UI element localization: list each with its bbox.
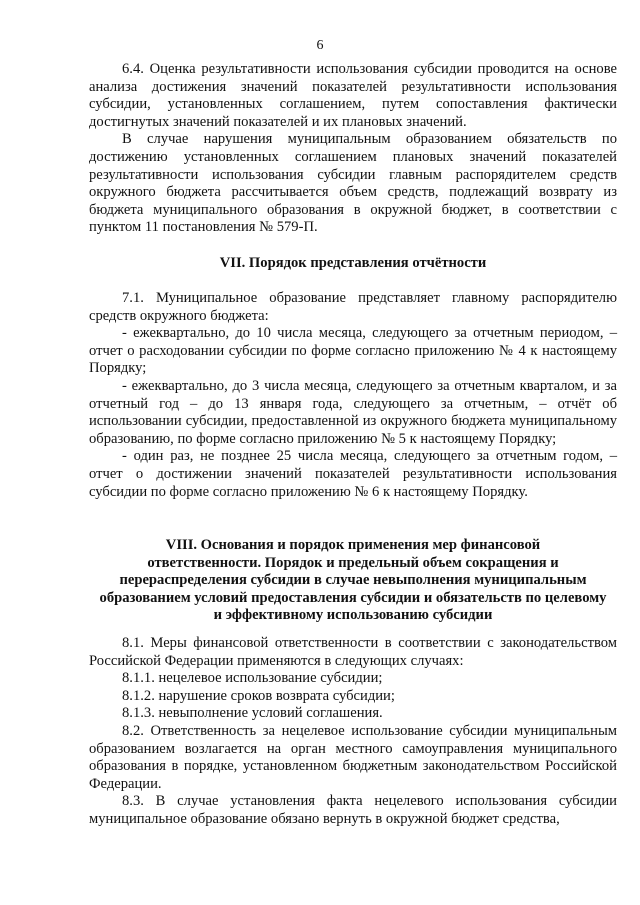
section-8-heading-line-1: VIII. Основания и порядок применения мер финансовой — [165, 537, 541, 553]
paragraph-8-1: 8.1. Меры финансовой ответственности в соответствии с законодательством Российской Федерации применяются в следующих случаях: — [89, 635, 617, 669]
report-item-3: - один раз, не позднее 25 числа месяца, следующего за отчетным годом, – отчет о достижении значений показателей результативности использования субсидии по форме согласно приложению № 6 к настоящему Порядку. — [89, 448, 617, 500]
paragraph-6-4-violation: В случае нарушения муниципальным образованием обязательств по достижению установленных соглашением плановых значений показателей результативности использования субсидии главным распорядителем средств окружного бюджета рассчитывается объем средств, подлежащий возврату из бюджета муниципального образования в окружной бюджет, в соответствии с пунктом 11 постановления № 579-П. — [89, 131, 617, 236]
section-7-body — [89, 290, 617, 501]
item-8-1-3: 8.1.3. невыполнение условий соглашения. — [122, 705, 383, 722]
report-item-1: - ежеквартально, до 10 числа месяца, следующего за отчетным периодом, – отчет о расходовании субсидии по форме согласно приложению № 4 к настоящему Порядку; — [89, 325, 617, 377]
item-8-1-2: 8.1.2. нарушение сроков возврата субсидии; — [122, 687, 395, 704]
item-8-1-1: 8.1.1. нецелевое использование субсидии; — [122, 670, 383, 687]
section-7-heading: VII. Порядок представления отчётности — [219, 255, 487, 271]
section-8-heading-line-3: перераспределения субсидии в случае невыполнения муниципальным — [119, 572, 587, 589]
section-8-heading-line-4: образованием условий предоставления субсидии и обязательств по целевому — [99, 589, 607, 606]
section-8-heading — [89, 537, 617, 625]
paragraph-8-3: 8.3. В случае установления факта нецелевого использования субсидии муниципальное образование обязано вернуть в окружной бюджет средства, — [89, 793, 617, 827]
section-7 — [89, 255, 617, 273]
report-item-2: - ежеквартально, до 3 числа месяца, следующего за отчетным кварталом, и за отчетный год – до 13 января года, следующего за отчетным, – отчёт об использовании субсидии, предоставленной из окружного бюджета муниципальному образованию, по форме согласно приложению № 5 к настоящему Порядку; — [89, 377, 617, 447]
section-8-heading-line-2: ответственности. Порядок и предельный объем сокращения и — [147, 554, 559, 571]
paragraph-6-4: 6.4. Оценка результативности использования субсидии проводится на основе анализа достижения значений показателей результативности использования субсидии, установленных соглашением, путем сопоставления фактически достигнутых значений показателей и их плановых значений. — [89, 61, 617, 130]
page-number: 6 — [316, 38, 324, 53]
paragraph-7-1: 7.1. Муниципальное образование представляет главному распорядителю средств окружного бюджета: — [89, 290, 617, 324]
section-6-4 — [89, 61, 617, 237]
section-8-body — [89, 635, 617, 829]
paragraph-8-2: 8.2. Ответственность за нецелевое использование субсидии муниципальным образованием возлагается на орган местного самоуправления муниципального образования в порядке, установленном бюджетным законодательством Российской Федерации. — [89, 722, 617, 792]
section-8-heading-line-5: и эффективному использованию субсидии — [213, 607, 493, 624]
